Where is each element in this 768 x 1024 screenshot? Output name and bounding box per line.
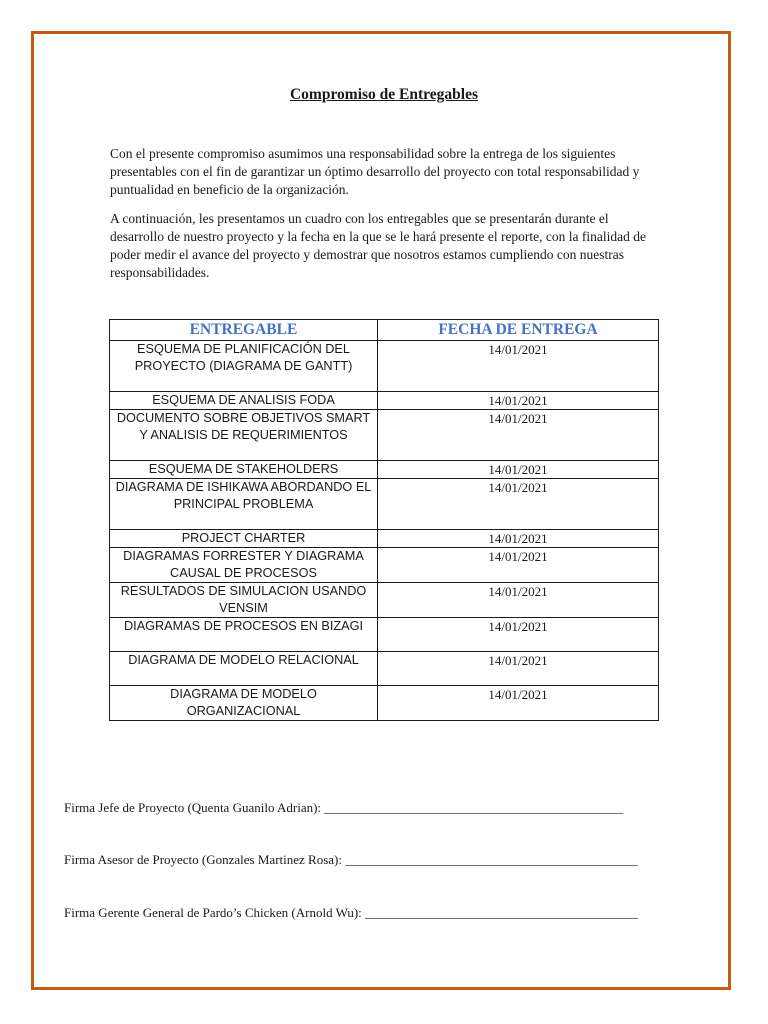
- header-deliverable: ENTREGABLE: [110, 320, 378, 341]
- table-intro-paragraph: A continuación, les presentamos un cuadro con los entregables que se presentarán durante el desarrollo de nuestro proyecto y la fecha en la que se le hará presente el reporte, con la finalidad de poder medir el avance del proyecto y demostrar que nosotros estamos cumpliendo con nuestras responsabilidades.: [110, 211, 647, 280]
- table-row: [110, 461, 659, 479]
- table-row: [110, 410, 659, 461]
- date-cell: 14/01/2021: [378, 461, 659, 479]
- signature-project-lead: Firma Jefe de Proyecto (Quenta Guanilo Adrian): ______________________________________________: [64, 800, 624, 815]
- document-title: Compromiso de Entregables: [289, 86, 478, 103]
- date-cell: 14/01/2021: [378, 583, 659, 618]
- table-row: [110, 548, 659, 583]
- date-cell: 14/01/2021: [378, 410, 659, 461]
- date-cell: 14/01/2021: [378, 392, 659, 410]
- deliverable-cell: DIAGRAMAS DE PROCESOS EN BIZAGI: [110, 618, 378, 652]
- deliverable-cell: ESQUEMA DE ANALISIS FODA: [110, 392, 378, 410]
- table-row: [110, 652, 659, 686]
- date-cell: 14/01/2021: [378, 530, 659, 548]
- deliverable-cell: DOCUMENTO SOBRE OBJETIVOS SMART Y ANALISIS DE REQUERIMIENTOS: [110, 410, 378, 461]
- header-delivery-date: FECHA DE ENTREGA: [378, 320, 659, 341]
- date-cell: 14/01/2021: [378, 686, 659, 721]
- signature-project-advisor: Firma Asesor de Proyecto (Gonzales Martinez Rosa): _____________________________________________: [64, 852, 638, 867]
- deliverable-cell: PROJECT CHARTER: [110, 530, 378, 548]
- date-cell: 14/01/2021: [378, 652, 659, 686]
- table-header-row: [110, 320, 659, 341]
- intro-paragraph: Con el presente compromiso asumimos una responsabilidad sobre la entrega de los siguientes presentables con el fin de garantizar un óptimo desarrollo del proyecto con total responsabilidad y puntualidad en beneficio de la organización.: [110, 146, 640, 197]
- date-cell: 14/01/2021: [378, 618, 659, 652]
- table-row: [110, 479, 659, 530]
- deliverable-cell: DIAGRAMA DE MODELO RELACIONAL: [110, 652, 378, 686]
- deliverables-table: [109, 319, 659, 721]
- date-cell: 14/01/2021: [378, 341, 659, 392]
- table-row: [110, 618, 659, 652]
- table-row: [110, 341, 659, 392]
- table-row: [110, 530, 659, 548]
- deliverable-cell: RESULTADOS DE SIMULACION USANDO VENSIM: [110, 583, 378, 618]
- table-row: [110, 686, 659, 721]
- signature-general-manager: Firma Gerente General de Pardo’s Chicken (Arnold Wu): __________________________________________: [64, 905, 639, 920]
- date-cell: 14/01/2021: [378, 548, 659, 583]
- deliverable-cell: DIAGRAMA DE ISHIKAWA ABORDANDO EL PRINCIPAL PROBLEMA: [110, 479, 378, 530]
- deliverable-cell: ESQUEMA DE PLANIFICACIÓN DEL PROYECTO (DIAGRAMA DE GANTT): [110, 341, 378, 392]
- deliverable-cell: DIAGRAMAS FORRESTER Y DIAGRAMA CAUSAL DE PROCESOS: [110, 548, 378, 583]
- table-row: [110, 583, 659, 618]
- date-cell: 14/01/2021: [378, 479, 659, 530]
- deliverable-cell: DIAGRAMA DE MODELO ORGANIZACIONAL: [110, 686, 378, 721]
- deliverable-cell: ESQUEMA DE STAKEHOLDERS: [110, 461, 378, 479]
- table-row: [110, 392, 659, 410]
